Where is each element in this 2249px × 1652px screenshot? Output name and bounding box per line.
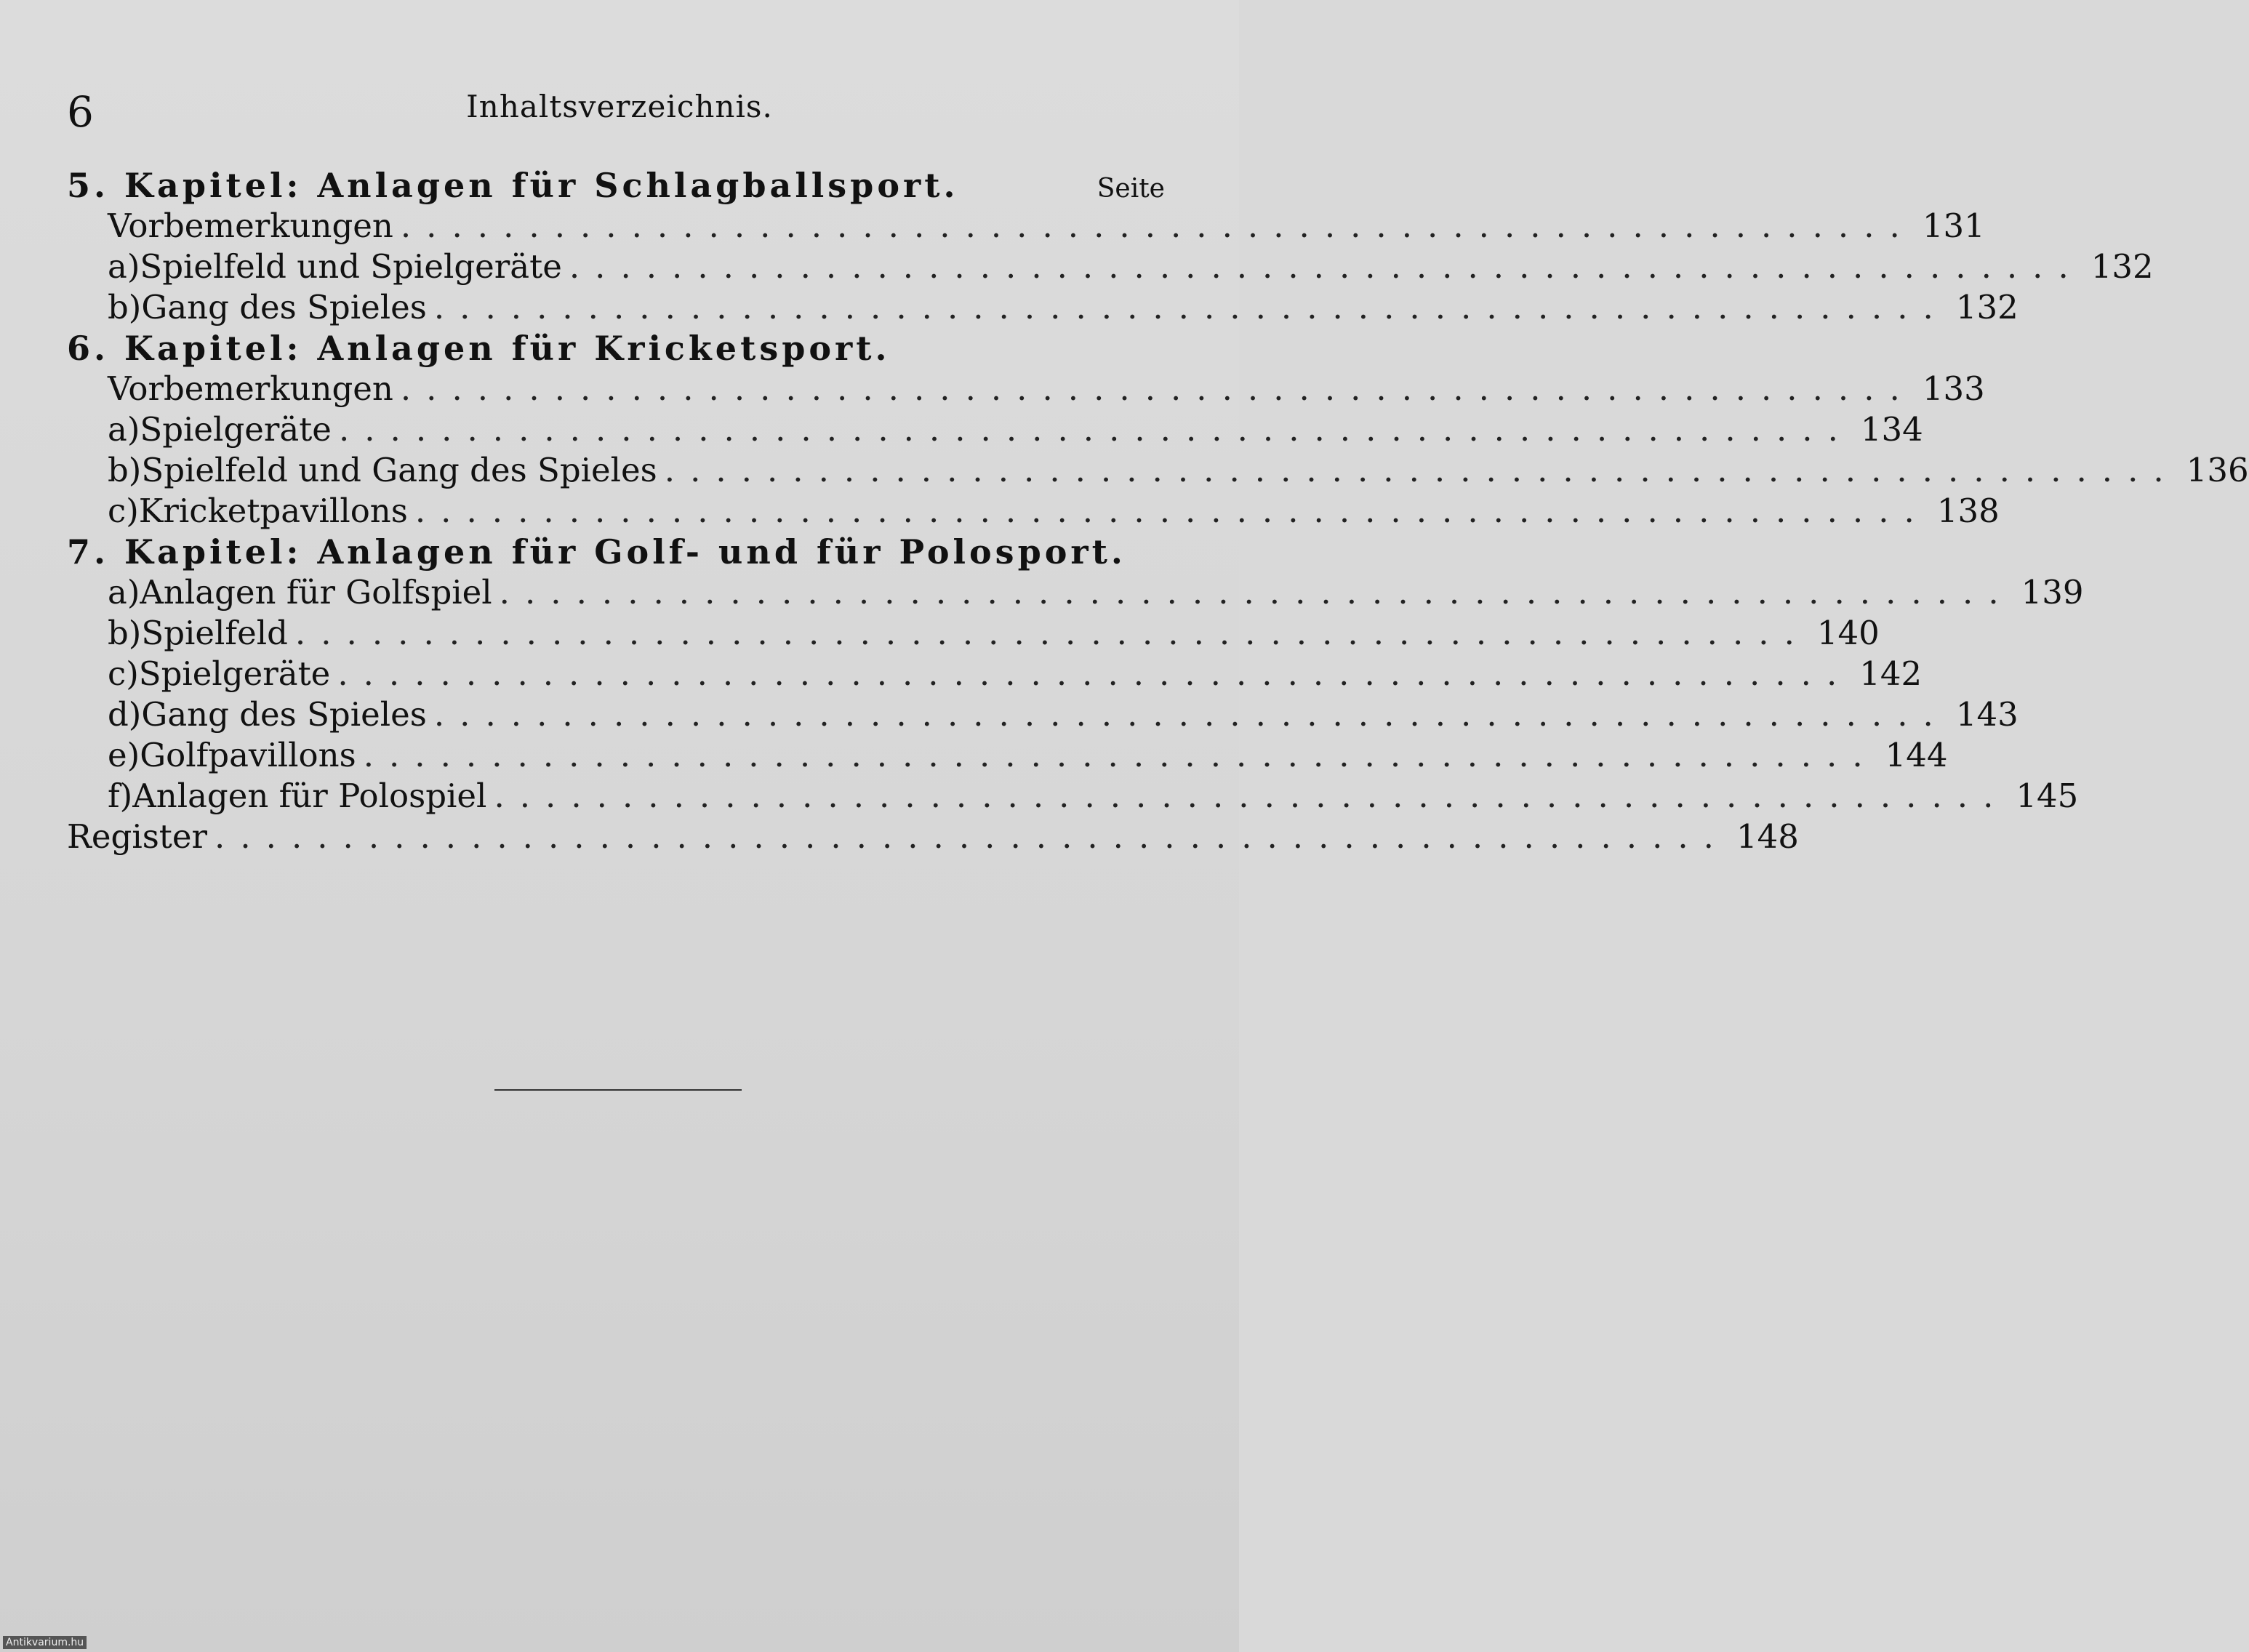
entry-title: Spielfeld und Gang des Spieles — [141, 451, 657, 489]
dot-leader: ........................................................... — [433, 288, 1949, 326]
entry-letter: b) — [108, 288, 142, 326]
entry-letter: a) — [108, 410, 140, 449]
chapter-heading — [67, 166, 1165, 206]
running-title: Inhaltsverzeichnis. — [466, 89, 773, 124]
toc-entry — [67, 695, 2019, 736]
dot-leader: ........................................................... — [569, 247, 2084, 286]
toc-entry-register — [67, 817, 1799, 858]
entry-page: 132 — [1955, 288, 2019, 326]
dot-leader: ........................................................... — [664, 451, 2179, 489]
dot-leader: ........................................................... — [433, 695, 1949, 734]
entry-title: Spielfeld — [141, 614, 288, 652]
entry-letter: c) — [108, 492, 139, 530]
chapter-title: 6. Kapitel: Anlagen für Kricketsport. — [67, 329, 891, 368]
dot-leader: ........................................................... — [338, 410, 1853, 449]
dot-leader: ........................................................... — [337, 654, 1853, 693]
dot-leader: ........................................................... — [215, 817, 1729, 856]
chapter-title: 7. Kapitel: Anlagen für Golf- und für Polosport. — [67, 532, 1126, 572]
toc-entry — [67, 369, 1985, 410]
table-of-contents — [67, 166, 2249, 858]
entry-page: 139 — [2021, 573, 2084, 612]
entry-page: 142 — [1859, 654, 1923, 693]
entry-page: 138 — [1936, 492, 2000, 530]
entry-title: Spielfeld und Spielgeräte — [140, 247, 562, 286]
seite-label: Seite — [1097, 174, 1165, 204]
dot-leader: ........................................................... — [294, 614, 1810, 652]
dot-leader: ........................................................... — [414, 492, 1930, 530]
entry-title: Register — [67, 817, 208, 856]
entry-letter: a) — [108, 247, 140, 286]
toc-entry — [67, 451, 2249, 492]
toc-entry — [67, 614, 1880, 654]
chapter-title: 5. Kapitel: Anlagen für Schlagballsport. — [67, 166, 959, 205]
dot-leader: ........................................................... — [363, 736, 1878, 774]
entry-letter: b) — [108, 451, 142, 489]
entry-page: 131 — [1922, 206, 1985, 245]
entry-letter: e) — [108, 736, 140, 774]
watermark: Antikvarium.hu — [3, 1636, 87, 1649]
entry-letter: c) — [108, 654, 139, 693]
toc-entry — [67, 573, 2084, 614]
entry-title: Spielgeräte — [138, 654, 331, 693]
chapter-heading — [67, 532, 1165, 573]
dot-leader: ........................................................... — [494, 777, 2009, 815]
toc-entry — [67, 410, 1923, 451]
dot-leader: ........................................................... — [400, 369, 1915, 408]
entry-letter: b) — [108, 614, 142, 652]
entry-title: Golfpavillons — [140, 736, 356, 774]
entry-title: Vorbemerkungen — [108, 206, 393, 245]
entry-title: Kricketpavillons — [138, 492, 408, 530]
entry-title: Gang des Spieles — [141, 288, 427, 326]
toc-entry — [67, 654, 1923, 695]
end-rule — [494, 1089, 742, 1091]
page-number: 6 — [67, 87, 94, 137]
entry-page: 134 — [1860, 410, 1923, 449]
toc-entry — [67, 736, 1948, 777]
chapter-heading — [67, 329, 1165, 369]
entry-page: 136 — [2186, 451, 2249, 489]
dot-leader: ........................................................... — [400, 206, 1915, 245]
dot-leader: ........................................................... — [499, 573, 2014, 612]
entry-letter: d) — [108, 695, 142, 734]
entry-letter: a) — [108, 573, 140, 612]
entry-page: 140 — [1816, 614, 1880, 652]
entry-page: 148 — [1736, 817, 1799, 856]
entry-page: 132 — [2090, 247, 2154, 286]
entry-page: 133 — [1922, 369, 1985, 408]
entry-page: 143 — [1955, 695, 2019, 734]
entry-title: Anlagen für Polospiel — [132, 777, 487, 815]
toc-entry — [67, 492, 2000, 532]
entry-page: 144 — [1885, 736, 1948, 774]
entry-title: Vorbemerkungen — [108, 369, 393, 408]
toc-entry — [67, 247, 2154, 288]
entry-title: Gang des Spieles — [141, 695, 427, 734]
toc-entry — [67, 777, 2079, 817]
entry-title: Anlagen für Golfspiel — [140, 573, 492, 612]
toc-entry — [67, 206, 1985, 247]
toc-entry — [67, 288, 2019, 329]
entry-letter: f) — [108, 777, 133, 815]
entry-title: Spielgeräte — [140, 410, 332, 449]
entry-page: 145 — [2016, 777, 2079, 815]
